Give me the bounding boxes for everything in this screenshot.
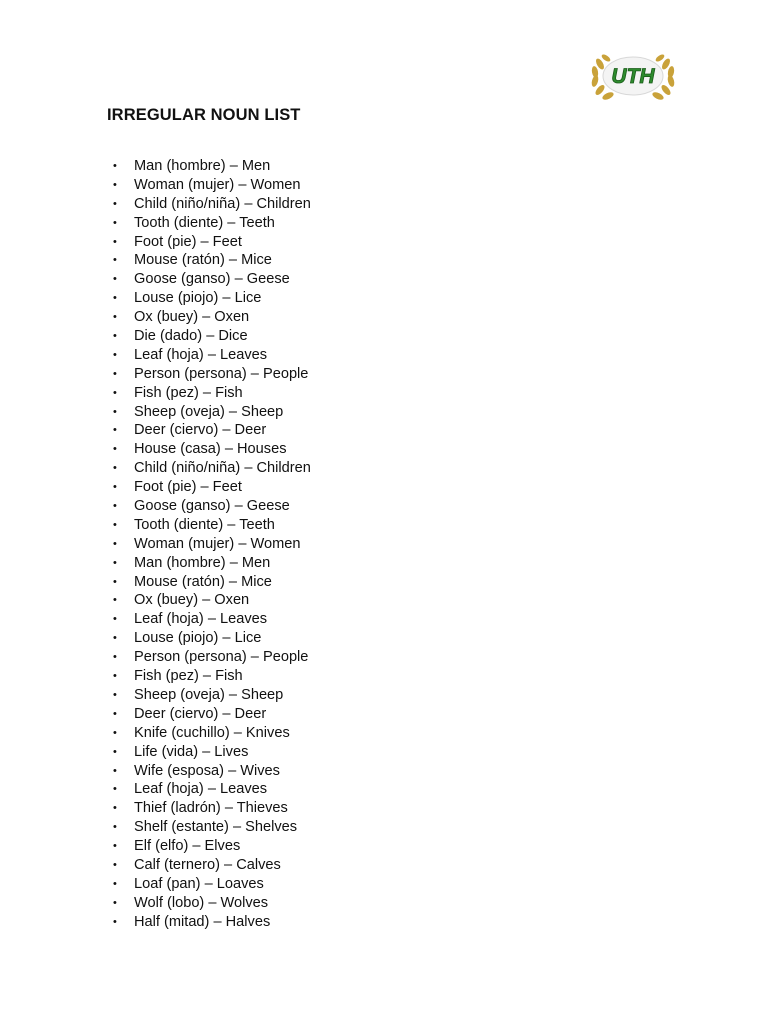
list-item-text: Half (mitad) – Halves (134, 913, 271, 930)
list-item (107, 875, 311, 894)
list-item-text: Mouse (ratón) – Mice (134, 252, 272, 269)
list-item (107, 837, 311, 856)
list-item (107, 743, 311, 762)
bullet-icon: • (113, 802, 117, 815)
bullet-icon: • (113, 651, 117, 664)
list-item (107, 667, 311, 686)
list-item (107, 648, 311, 667)
list-item-text: Ox (buey) – Oxen (134, 309, 250, 326)
bullet-icon: • (113, 424, 117, 437)
list-item (107, 686, 311, 705)
list-item (107, 516, 311, 535)
list-item (107, 327, 311, 346)
bullet-icon: • (113, 688, 117, 701)
bullet-icon: • (113, 348, 117, 361)
list-item-text: Louse (piojo) – Lice (134, 630, 262, 647)
list-item (107, 157, 311, 176)
bullet-icon: • (113, 632, 117, 645)
list-item (107, 214, 311, 233)
list-item (107, 762, 311, 781)
bullet-icon: • (113, 160, 117, 172)
list-item-text: Mouse (ratón) – Mice (134, 573, 272, 590)
list-item-text: Foot (pie) – Feet (134, 479, 242, 496)
list-item (107, 894, 311, 913)
list-item (107, 610, 311, 629)
list-item (107, 195, 311, 214)
bullet-icon: • (113, 613, 117, 626)
list-item-text: Knife (cuchillo) – Knives (134, 724, 290, 741)
list-item-text: Fish (pez) – Fish (134, 668, 243, 685)
bullet-icon: • (113, 405, 117, 418)
bullet-icon: • (113, 594, 117, 607)
bullet-icon: • (113, 462, 117, 475)
list-item (107, 780, 311, 799)
list-item-text: Fish (pez) – Fish (134, 384, 243, 401)
list-item (107, 176, 311, 195)
bullet-icon: • (113, 273, 117, 286)
list-item-text: Tooth (diente) – Teeth (134, 516, 275, 533)
uth-logo (586, 48, 680, 104)
list-item (107, 233, 311, 252)
list-item (107, 591, 311, 610)
list-item-text: Leaf (hoja) – Leaves (134, 611, 268, 628)
list-item (107, 403, 311, 422)
list-item (107, 459, 311, 478)
list-item (107, 365, 311, 384)
list-item (107, 421, 311, 440)
bullet-icon: • (113, 783, 117, 796)
list-item (107, 705, 311, 724)
list-item-text: Deer (ciervo) – Deer (134, 705, 267, 722)
list-item-text: Tooth (diente) – Teeth (134, 214, 275, 231)
list-item-text: Wife (esposa) – Wives (134, 762, 280, 779)
list-item-text: Sheep (oveja) – Sheep (134, 686, 284, 703)
list-item (107, 724, 311, 743)
bullet-icon: • (113, 670, 117, 683)
bullet-icon: • (113, 877, 117, 890)
bullet-icon: • (113, 915, 117, 928)
list-item (107, 289, 311, 308)
list-item (107, 497, 311, 516)
bullet-icon: • (113, 575, 117, 588)
list-item-text: Goose (ganso) – Geese (134, 271, 290, 288)
bullet-icon: • (113, 821, 117, 834)
list-item (107, 818, 311, 837)
list-item-text: Life (vida) – Lives (134, 743, 249, 760)
bullet-icon: • (113, 443, 117, 456)
logo-text: UTH (611, 65, 655, 88)
list-item-text: Wolf (lobo) – Wolves (134, 894, 269, 911)
bullet-icon: • (113, 745, 117, 758)
bullet-icon: • (113, 707, 117, 720)
list-item-text: Loaf (pan) – Loaves (134, 875, 264, 892)
list-item-text: Child (niño/niña) – Children (134, 195, 311, 212)
list-item (107, 346, 311, 365)
list-item-text: Child (niño/niña) – Children (134, 460, 311, 477)
laurel-wreath-icon (586, 48, 680, 104)
bullet-icon: • (113, 197, 117, 210)
list-item-text: Elf (elfo) – Elves (134, 838, 241, 855)
list-item (107, 270, 311, 289)
bullet-icon: • (113, 178, 117, 191)
list-item (107, 856, 311, 875)
list-item (107, 554, 311, 573)
list-item-text: Leaf (hoja) – Leaves (134, 346, 268, 363)
list-item (107, 799, 311, 818)
list-item (107, 573, 311, 592)
bullet-icon: • (113, 726, 117, 739)
list-item (107, 440, 311, 459)
bullet-icon: • (113, 858, 117, 871)
bullet-icon: • (113, 896, 117, 909)
list-item-text: Woman (mujer) – Women (134, 176, 301, 193)
bullet-icon: • (113, 367, 117, 380)
list-item (107, 478, 311, 497)
page-title: IRREGULAR NOUN LIST (107, 106, 301, 124)
bullet-icon: • (113, 764, 117, 777)
noun-list (107, 157, 311, 932)
bullet-icon: • (113, 254, 117, 267)
bullet-icon: • (113, 330, 117, 343)
list-item-text: Die (dado) – Dice (134, 328, 248, 345)
bullet-icon: • (113, 500, 117, 513)
bullet-icon: • (113, 840, 117, 853)
bullet-icon: • (113, 386, 117, 399)
list-item-text: Woman (mujer) – Women (134, 535, 301, 552)
bullet-icon: • (113, 556, 117, 569)
bullet-icon: • (113, 518, 117, 531)
list-item-text: Man (hombre) – Men (134, 158, 271, 174)
list-item-text: Person (persona) – People (134, 649, 309, 666)
list-item-text: Sheep (oveja) – Sheep (134, 403, 284, 420)
list-item (107, 535, 311, 554)
list-item-text: Goose (ganso) – Geese (134, 498, 290, 515)
list-item-text: Ox (buey) – Oxen (134, 592, 250, 609)
list-item-text: Man (hombre) – Men (134, 554, 271, 571)
list-item-text: Deer (ciervo) – Deer (134, 422, 267, 439)
list-item-text: Person (persona) – People (134, 365, 309, 382)
list-item (107, 913, 311, 932)
list-item-text: Foot (pie) – Feet (134, 233, 242, 250)
list-item-text: House (casa) – Houses (134, 441, 287, 458)
bullet-icon: • (113, 537, 117, 550)
list-item-text: Thief (ladrón) – Thieves (134, 800, 288, 817)
list-item-text: Louse (piojo) – Lice (134, 290, 262, 307)
bullet-icon: • (113, 216, 117, 229)
bullet-icon: • (113, 311, 117, 324)
list-item (107, 251, 311, 270)
list-item (107, 629, 311, 648)
bullet-icon: • (113, 481, 117, 494)
list-item (107, 308, 311, 327)
list-item-text: Calf (ternero) – Calves (134, 856, 281, 873)
list-item-text: Leaf (hoja) – Leaves (134, 781, 268, 798)
bullet-icon: • (113, 235, 117, 248)
list-item (107, 384, 311, 403)
list-item-text: Shelf (estante) – Shelves (134, 819, 298, 836)
bullet-icon: • (113, 292, 117, 305)
